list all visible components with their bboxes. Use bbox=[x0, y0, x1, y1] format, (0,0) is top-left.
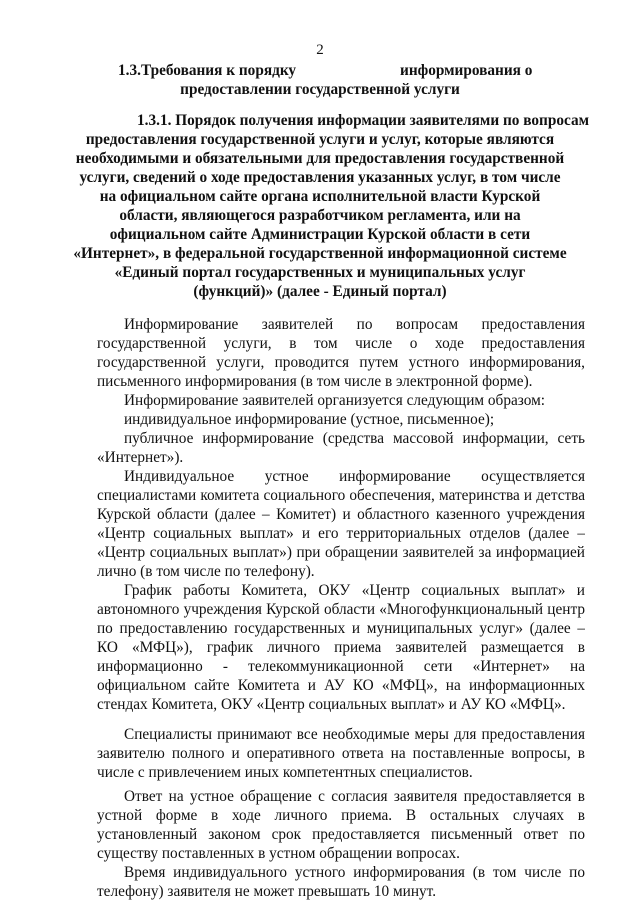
body-line: автономного учреждения Курской области «Многофункциональный центр bbox=[97, 601, 585, 618]
subheading-line: «Интернет», в федеральной государственной информационной системе bbox=[73, 245, 567, 262]
body-line: Ответ на устное обращение с согласия заявителя предоставляется в bbox=[124, 788, 585, 805]
subheading-line: «Единый портал государственных и муниципальных услуг bbox=[114, 264, 526, 281]
body-line: «Центр социальных выплат») при обращении заявителей за информацией bbox=[97, 544, 585, 561]
body-line: государственной услуги, в том числе о ходе предоставления bbox=[97, 335, 585, 352]
subheading-line: (функций)» (далее - Единый портал) bbox=[193, 283, 447, 300]
heading-line-1-left: 1.3.Требования к порядку bbox=[118, 62, 297, 79]
body-line: заявителю полного и оперативного ответа на поставленные вопросы, в bbox=[97, 745, 585, 762]
heading-line-1-right: информирования о bbox=[400, 62, 533, 79]
body-line: Время индивидуального устного информирования (в том числе по bbox=[124, 864, 585, 881]
body-line: государственной услуги, проводится путем устного информирования, bbox=[97, 354, 585, 371]
body-line: Информирование заявителей организуется следующим образом: bbox=[124, 392, 546, 409]
subheading-line: необходимыми и обязательными для предоставления государственной bbox=[75, 150, 565, 167]
body-line: существу поставленных в устном обращении вопросах. bbox=[97, 845, 460, 862]
page-number: 2 bbox=[316, 42, 324, 58]
subheading-line: 1.3.1. Порядок получения информации заявителями по вопросам bbox=[137, 112, 590, 129]
body-line: стендах Комитета, ОКУ «Центр социальных выплат» и АУ КО «МФЦ». bbox=[97, 696, 566, 713]
body-line: индивидуальное информирование (устное, письменное); bbox=[124, 411, 495, 428]
body-line: КО «МФЦ»), график личного приема заявителей размещается в bbox=[97, 639, 585, 656]
body-line: публичное информирование (средства массовой информации, сеть bbox=[124, 430, 585, 447]
body-line: телефону) заявителя не может превышать 10 минут. bbox=[97, 883, 437, 900]
body-line: «Центр социальных выплат» и его территориальных отделов (далее – bbox=[97, 525, 585, 542]
body-line: «Интернет»). bbox=[97, 449, 184, 466]
body-line: числе с привлечением иных компетентных специалистов. bbox=[97, 764, 473, 781]
body-line: График работы Комитета, ОКУ «Центр социальных выплат» и bbox=[124, 582, 585, 599]
subheading-line: на официальном сайте органа исполнительной власти Курской bbox=[99, 188, 541, 205]
body-line: Информирование заявителей по вопросам предоставления bbox=[124, 316, 585, 333]
body-line: Курской области (далее – Комитет) и областного казенного учреждения bbox=[97, 506, 585, 523]
body-line: Индивидуальное устное информирование осуществляется bbox=[124, 468, 585, 485]
body-line: лично (в том числе по телефону). bbox=[97, 563, 315, 580]
body-line: специалистами комитета социального обеспечения, материнства и детства bbox=[97, 487, 585, 504]
body-line: письменного информирования (в том числе в электронной форме). bbox=[97, 373, 533, 390]
subheading-line: предоставления государственной услуги и услуг, которые являются bbox=[85, 131, 555, 148]
body-line: Специалисты принимают все необходимые меры для предоставления bbox=[124, 726, 585, 743]
body-line: по предоставлению государственных и муниципальных услуг» (далее – bbox=[97, 620, 585, 637]
body-line: информационно - телекоммуникационной сети «Интернет» на bbox=[97, 658, 585, 675]
body-line: устной форме в ходе личного приема. В остальных случаях в bbox=[97, 807, 585, 824]
body-line: официальном сайте Комитета и АУ КО «МФЦ», на информационных bbox=[97, 677, 585, 694]
subheading-line: области, являющегося разработчиком регламента, или на bbox=[119, 207, 521, 224]
subheading-line: официальном сайте Администрации Курской области в сети bbox=[109, 226, 531, 243]
subheading-line: услуги, сведений о ходе предоставления указанных услуг, в том числе bbox=[79, 169, 561, 186]
body-line: установленный законом срок предоставляется письменный ответ по bbox=[97, 826, 585, 843]
heading-line-2: предоставлении государственной услуги bbox=[180, 81, 460, 98]
